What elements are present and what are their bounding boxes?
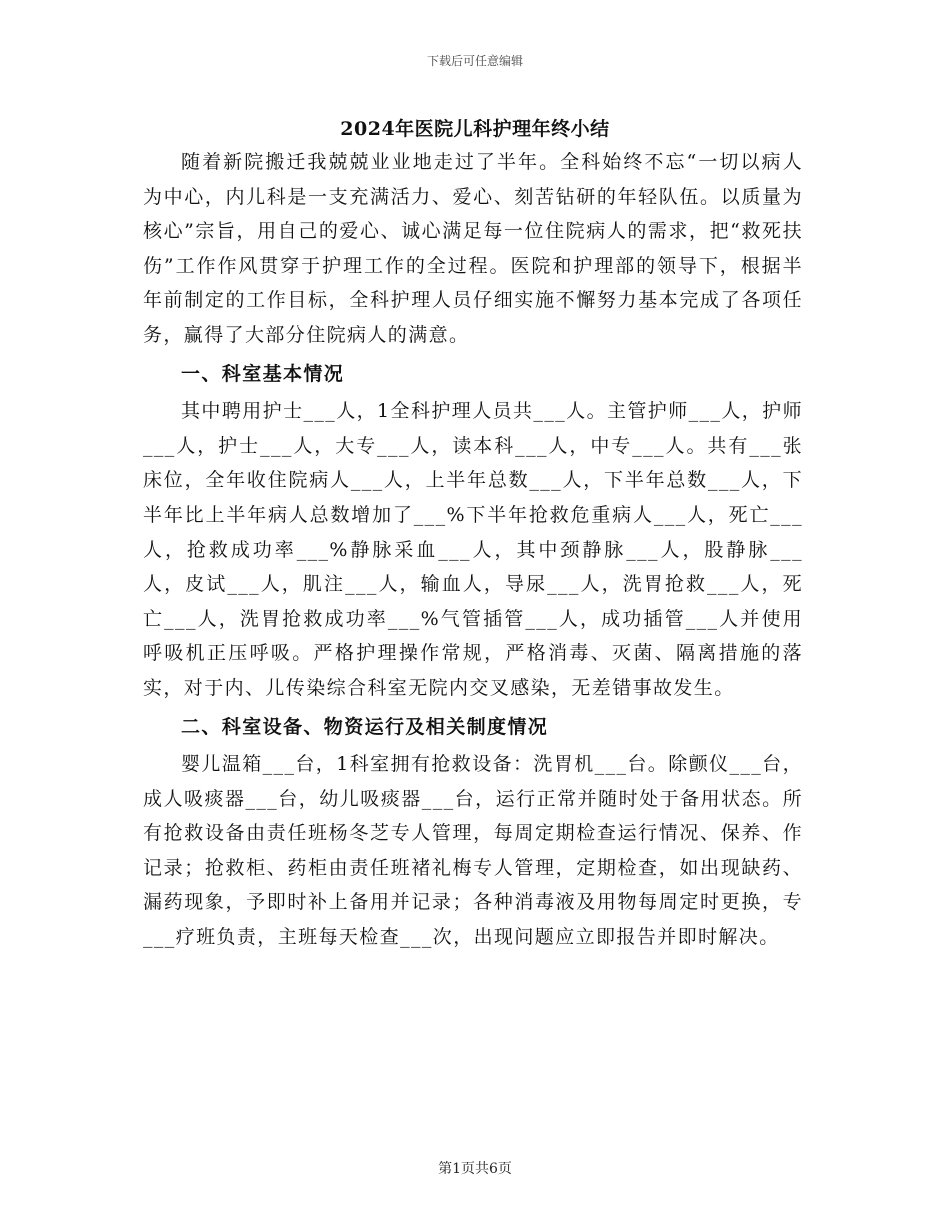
page-number-footer: 第1页共6页 (438, 1161, 512, 1177)
section-heading-2: 二、科室设备、物资运行及相关制度情况 (181, 715, 549, 738)
section-2-paragraph: 婴儿温箱___台，1科室拥有抢救设备：洗胃机___台。除颤仪___台，成人吸痰器___台，幼儿吸痰器___台，运行正常并随时处于备用状态。所有抢救设备由责任班杨冬芝专人管理，每周定期检查运行情况、保养、作记录；抢救柜、药柜由责任班褚礼梅专人管理，定期检查，如出现缺药、漏药现象，予即时补上备用并记录；各种消毒液及用物每周定时更换，专___疗班负责，主班每天检查___次，出现问题应立即报告并即时解决。 (143, 753, 803, 949)
intro-paragraph: 随着新院搬迁我兢兢业业地走过了半年。全科始终不忘“一切以病人为中心，内儿科是一支充满活力、爱心、刻苦钻研的年轻队伍。以质量为核心”宗旨，用自己的爱心、诚心满足每一位住院病人的需求，把“救死扶伤”工作作风贯穿于护理工作的全过程。医院和护理部的领导下，根据半年前制定的工作目标，全科护理人员仔细实施不懈努力基本完成了各项任务，赢得了大部分住院病人的满意。 (143, 151, 803, 346)
document-content (143, 145, 803, 955)
header-note: 下载后可任意编辑 (426, 54, 523, 68)
section-heading-1: 一、科室基本情况 (181, 362, 345, 385)
page-title: 2024年医院儿科护理年终小结 (340, 118, 610, 140)
section-1-paragraph: 其中聘用护士___人，1全科护理人员共___人。主管护师___人，护师___人，护士___人，大专___人，读本科___人，中专___人。共有___张床位，全年收住院病人___人，上半年总数___人，下半年总数___人，下半年比上半年病人总数增加了___%下半年抢救危重病人___人，死亡___人，抢救成功率___%静脉采血___人，其中颈静脉___人，股静脉___人，皮试___人，肌注___人，输血人，导尿___人，洗胃抢救___人，死亡___人，洗胃抢救成功率___%气管插管___人，成功插管___人并使用呼吸机正压呼吸。严格护理操作常规，严格消毒、灭菌、隔离措施的落实，对于内、儿传染综合科室无院内交叉感染，无差错事故发生。 (143, 400, 803, 699)
